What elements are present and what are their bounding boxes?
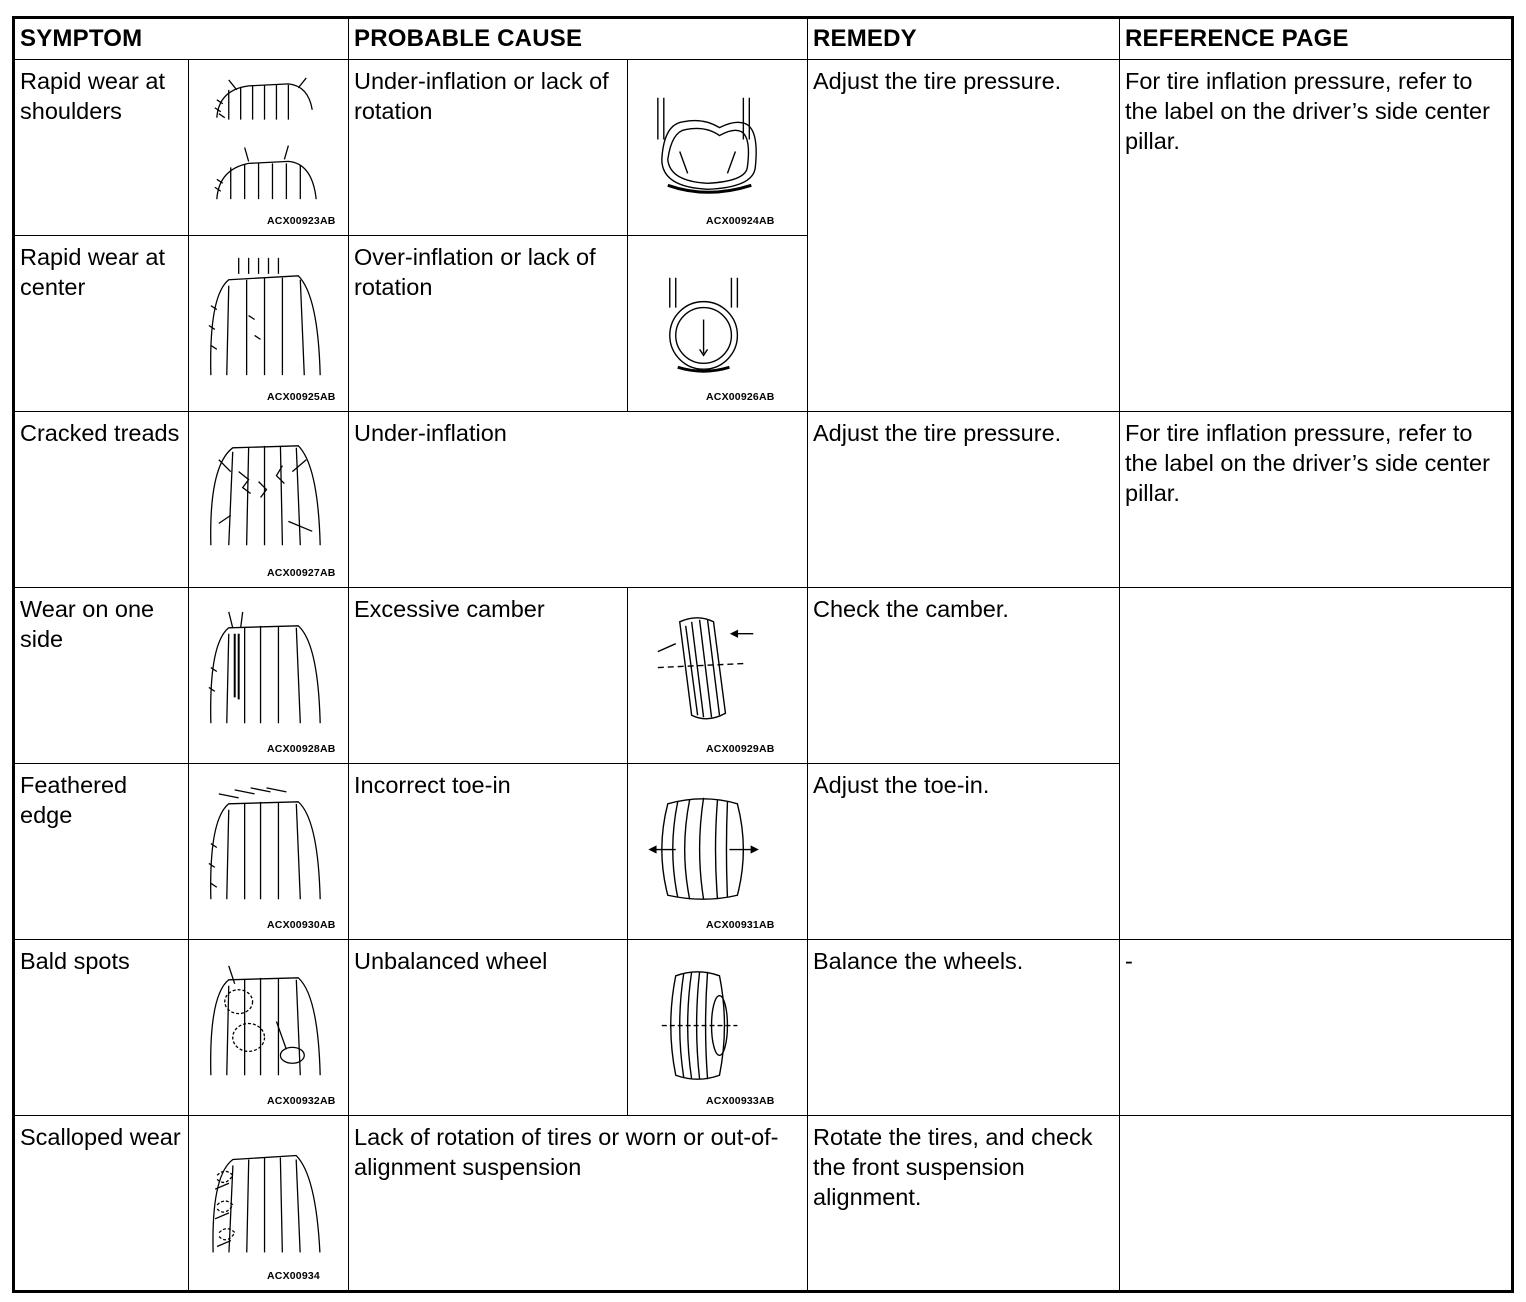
symptom-figure-cell — [189, 764, 349, 940]
table-row — [14, 1116, 1513, 1292]
cause-figure-cell — [628, 588, 808, 764]
table-row — [14, 588, 1513, 764]
reference-text: For tire inflation pressure, refer to the label on the driver’s side center pillar. — [1125, 68, 1490, 154]
symptom-figure-cell — [189, 412, 349, 588]
remedy-text: Balance the wheels. — [813, 948, 1024, 974]
figure-code: ACX00933AB — [706, 1095, 775, 1107]
reference-cell — [1120, 588, 1513, 940]
symptom-text: Cracked treads — [20, 420, 180, 446]
remedy-text: Adjust the tire pressure. — [813, 420, 1062, 446]
remedy-text: Adjust the tire pressure. — [813, 68, 1062, 94]
tire-wear-diagnosis-table — [12, 16, 1514, 1293]
under-inflated-section-icon — [628, 60, 807, 235]
shoulder-wear-tread-icon — [189, 60, 348, 235]
toe-in-wheel-icon — [628, 764, 807, 939]
header-symptom: SYMPTOM — [14, 18, 349, 60]
cause-cell — [349, 1116, 808, 1292]
symptom-figure-cell — [189, 940, 349, 1116]
symptom-text: Rapid wear at center — [20, 244, 165, 300]
remedy-text: Adjust the toe-in. — [813, 772, 990, 798]
unbalanced-wheel-icon — [628, 940, 807, 1115]
reference-text: - — [1125, 948, 1133, 974]
symptom-text: Bald spots — [20, 948, 130, 974]
remedy-cell — [808, 940, 1120, 1116]
over-inflated-section-icon — [628, 236, 807, 411]
cause-text: Over-inflation or lack of rotation — [354, 244, 596, 300]
table-row — [14, 940, 1513, 1116]
cause-figure-cell — [628, 940, 808, 1116]
excessive-camber-wheel-icon — [628, 588, 807, 763]
bald-spots-tread-icon — [189, 940, 348, 1115]
symptom-text: Wear on one side — [20, 596, 155, 652]
symptom-text: Feathered edge — [20, 772, 128, 828]
symptom-cell — [14, 236, 189, 412]
symptom-figure-cell — [189, 1116, 349, 1292]
cause-text: Unbalanced wheel — [354, 948, 548, 974]
header-probable-cause: PROBABLE CAUSE — [349, 18, 808, 60]
symptom-cell — [14, 588, 189, 764]
figure-code: ACX00934 — [267, 1270, 320, 1282]
table-row — [14, 412, 1513, 588]
symptom-cell — [14, 764, 189, 940]
figure-code: ACX00925AB — [267, 391, 336, 403]
figure-code: ACX00924AB — [706, 215, 775, 227]
cause-figure-cell — [628, 236, 808, 412]
figure-code: ACX00928AB — [267, 743, 336, 755]
figure-code: ACX00932AB — [267, 1095, 336, 1107]
symptom-figure-cell — [189, 60, 349, 236]
table-header-row — [14, 18, 1513, 60]
cause-text: Under-inflation or lack of rotation — [354, 68, 609, 124]
cause-text: Lack of rotation of tires or worn or out-of-alignment suspension — [354, 1124, 779, 1180]
cause-text: Incorrect toe-in — [354, 772, 511, 798]
reference-text — [1120, 1116, 1511, 1122]
cause-cell — [349, 60, 628, 236]
cracked-tread-icon — [189, 412, 348, 587]
remedy-cell — [808, 412, 1120, 588]
symptom-cell — [14, 60, 189, 236]
cause-cell — [349, 412, 808, 588]
cause-text: Under-inflation — [354, 420, 507, 446]
one-side-wear-tread-icon — [189, 588, 348, 763]
remedy-text: Rotate the tires, and check the front suspension alignment. — [813, 1124, 1093, 1210]
symptom-cell — [14, 412, 189, 588]
figure-code: ACX00923AB — [267, 215, 336, 227]
symptom-figure-cell — [189, 588, 349, 764]
symptom-text: Scalloped wear — [20, 1124, 181, 1150]
symptom-cell — [14, 1116, 189, 1292]
reference-cell — [1120, 412, 1513, 588]
cause-cell — [349, 764, 628, 940]
reference-cell — [1120, 60, 1513, 412]
reference-cell — [1120, 1116, 1513, 1292]
figure-code: ACX00926AB — [706, 391, 775, 403]
remedy-cell — [808, 588, 1120, 764]
cause-cell — [349, 940, 628, 1116]
symptom-text: Rapid wear at shoulders — [20, 68, 165, 124]
cause-cell — [349, 588, 628, 764]
reference-text — [1120, 588, 1511, 594]
cause-figure-cell — [628, 764, 808, 940]
remedy-cell — [808, 1116, 1120, 1292]
center-wear-tread-icon — [189, 236, 348, 411]
figure-code: ACX00927AB — [267, 567, 336, 579]
remedy-cell — [808, 764, 1120, 940]
remedy-text: Check the camber. — [813, 596, 1009, 622]
reference-text: For tire inflation pressure, refer to the label on the driver’s side center pillar. — [1125, 420, 1490, 506]
figure-code: ACX00930AB — [267, 919, 336, 931]
cause-text: Excessive camber — [354, 596, 545, 622]
scalloped-wear-tread-icon — [189, 1116, 348, 1290]
cause-figure-cell — [628, 60, 808, 236]
figure-code: ACX00929AB — [706, 743, 775, 755]
cause-cell — [349, 236, 628, 412]
remedy-cell — [808, 60, 1120, 412]
header-reference-page: REFERENCE PAGE — [1120, 18, 1513, 60]
header-remedy: REMEDY — [808, 18, 1120, 60]
table-row — [14, 60, 1513, 236]
feathered-edge-tread-icon — [189, 764, 348, 939]
symptom-cell — [14, 940, 189, 1116]
figure-code: ACX00931AB — [706, 919, 775, 931]
reference-cell — [1120, 940, 1513, 1116]
symptom-figure-cell — [189, 236, 349, 412]
